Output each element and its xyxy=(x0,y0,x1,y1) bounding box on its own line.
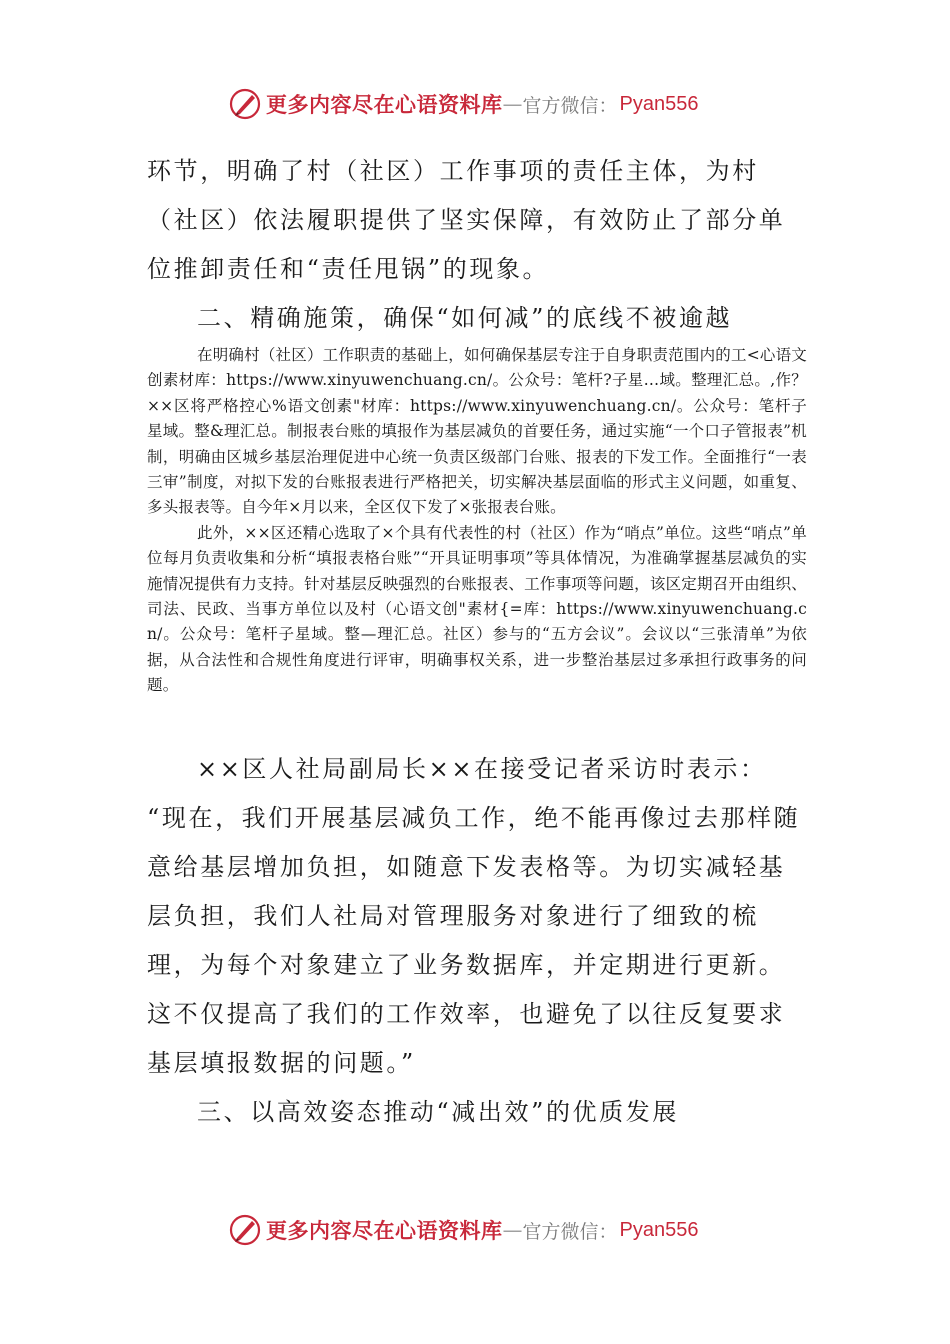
banner-wechat-label: 官方微信： xyxy=(522,1220,618,1243)
header-watermark-banner xyxy=(228,84,698,124)
banner-dash: — xyxy=(502,92,523,116)
section-heading-3: 三、以高效姿态推动“减出效”的优质发展 xyxy=(197,1098,679,1126)
banner-title: 更多内容尽在心语资料库 xyxy=(266,1218,503,1243)
paragraph-interview-intro: ××区人社局副局长××在接受记者采访时表示： xyxy=(197,755,767,783)
paragraph-report-control: 在明确村（社区）工作职责的基础上，如何确保基层专注于自身职责范围内的工<心语文创素材库：https://www.xinyuwenchuang.cn/。公众号：笔杆?子星…域。整理汇总。,作？××区将严格控心%语文创素"材库：https://www.xinyuwenchuang.cn/。公众号：笔杆子星域。整&理汇总。制报表台账的填报作为基层减负的首要任务，通过实施“一个口子管报表”机制，明确由区城乡基层治理促进中心统一负责区级部门台账、报表的下发工作。全面推行“一表三审”制度，对拟下发的台账报表进行严格把关，切实解决基层面临的形式主义问题，如重复、多头报表等。自今年×月以来，全区仅下发了×张报表台账。 xyxy=(147,346,807,517)
pen-logo-icon xyxy=(228,1213,262,1247)
body-block-1 xyxy=(147,147,807,343)
banner-title: 更多内容尽在心语资料库 xyxy=(266,92,503,117)
section-heading-2: 二、精确施策，确保“如何减”的底线不被逾越 xyxy=(197,304,733,332)
banner-dash: — xyxy=(502,1218,523,1242)
footer-watermark-banner xyxy=(228,1210,698,1250)
banner-wechat-id: Pyan556 xyxy=(619,1218,699,1241)
paragraph-sentinel-units: 此外，××区还精心选取了×个具有代表性的村（社区）作为“哨点”单位。这些“哨点”单位每月负责收集和分析“填报表格台账”“开具证明事项”等具体情况，为准确掌握基层减负的实施情况提供有力支持。针对基层反映强烈的台账报表、工作事项等问题，该区定期召开由组织、司法、民政、当事方单位以及村（心语文创"素材{=库：https://www.xinyuwenchuang.cn/。公众号：笔杆子星域。整—理汇总。社区）参与的“五方会议”。会议以“三张清单”为依据，从合法性和合规性角度进行评审，明确事权关系，进一步整治基层过多承担行政事务的问题。 xyxy=(147,523,807,695)
paragraph-interview-quote: “现在，我们开展基层减负工作，绝不能再像过去那样随意给基层增加负担，如随意下发表格等。为切实减轻基层负担，我们人社局对管理服务对象进行了细致的梳理，为每个对象建立了业务数据库，并定期进行更新。这不仅提高了我们的工作效率，也避免了以往反复要求基层填报数据的问题。” xyxy=(147,804,801,1077)
banner-wechat-label: 官方微信： xyxy=(522,94,618,117)
pen-logo-icon xyxy=(228,87,262,121)
body-block-2 xyxy=(147,745,807,1137)
body-block-small xyxy=(147,343,807,699)
banner-wechat-id: Pyan556 xyxy=(619,92,699,115)
paragraph-responsibility: 环节，明确了村（社区）工作事项的责任主体，为村（社区）依法履职提供了坚实保障，有效防止了部分单位推卸责任和“责任甩锅”的现象。 xyxy=(147,157,786,283)
